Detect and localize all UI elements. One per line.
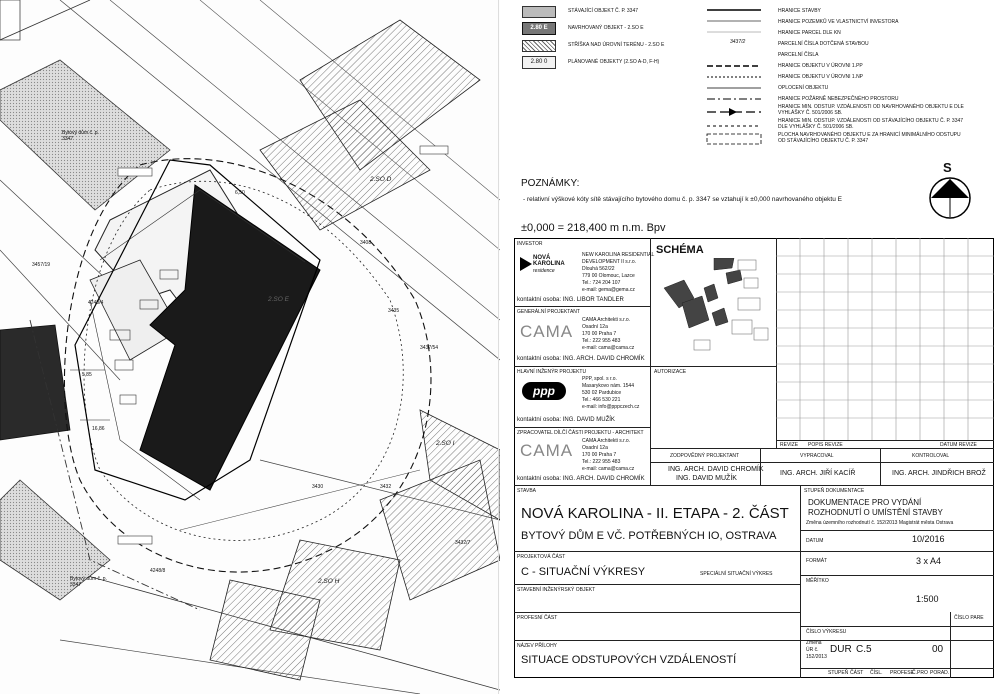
engineer-address: PPP, spol. s r.o. (582, 376, 617, 382)
role-heading: ZODPOVĚDNÝ PROJEKTANT (670, 453, 740, 459)
architect-address: Tel.: 222 955 483 (582, 459, 621, 465)
tb-divider (514, 306, 650, 307)
drawing-code-part: C.5 (856, 644, 872, 655)
revision-col: REVIZE (780, 442, 799, 448)
format-value: 3 x A4 (916, 556, 942, 566)
investor-contact: kontaktní osoba: ING. LIBOR TANDLER (517, 297, 624, 303)
legend-line-label: HRANICE STAVBY (778, 8, 821, 14)
drawing-col: STUPEŇ (828, 670, 849, 676)
drawing-col: PORAD. (930, 670, 950, 676)
architect-address: e-mail: cama@cama.cz (582, 466, 635, 472)
role-value: ING. ARCH. JINDŘICH BROŽ (892, 470, 986, 477)
revision-grid (776, 238, 994, 440)
logo-text-residence: residence (533, 268, 555, 274)
architect-contact: kontaktní osoba: ING. ARCH. DAVID CHROMÍK (517, 476, 645, 482)
cama-logo: CAMA (520, 322, 574, 341)
plan-label-2so-d: 2.SO D (370, 176, 392, 183)
dimension-label: 6,50 (235, 190, 245, 196)
schema-heading: SCHÉMA (656, 244, 704, 256)
engineer-address: Masarykovo nám. 1544 (582, 383, 634, 389)
attachment-title: SITUACE ODSTUPOVÝCH VZDÁLENOSTÍ (521, 654, 737, 666)
designer-address: e-mail: cama@cama.cz (582, 345, 635, 351)
attachment-label: NÁZEV PŘÍLOHY (517, 643, 558, 649)
legend-swatch-existing (522, 6, 556, 18)
parcel-number: 3430 (312, 484, 324, 490)
nova-karolina-logo (520, 255, 566, 275)
tb-divider (514, 640, 994, 641)
tb-divider (800, 668, 994, 669)
profession-label: PROFESNÍ ČÁST (517, 615, 558, 621)
legend-label: STŘÍŠKA NAD ÚROVNÍ TERÉNU - 2.SO E (568, 42, 665, 48)
legend-line-label: PARCELNÍ ČÍSLA DOTČENÁ STAVBOU (778, 41, 869, 47)
parcel-number: 4248/8 (150, 568, 166, 574)
north-letter: S (943, 160, 952, 175)
drawing-col: Č.PRO (912, 670, 928, 676)
investor-address: DEVELOPMENT II s.r.o. (582, 259, 637, 265)
project-subtitle: BYTOVÝ DŮM E VČ. POTŘEBNÝCH IO, OSTRAVA (521, 530, 777, 542)
north-arrow-icon (928, 176, 972, 220)
parcel-number: 3432/7 (455, 540, 471, 546)
stage-value: ROZHODNUTÍ O UMÍSTĚNÍ STAVBY (808, 508, 943, 517)
parcel-number: 3432 (380, 484, 392, 490)
logo-text-karolina: KAROLINA (533, 261, 565, 267)
tb-divider (800, 530, 994, 531)
ppp-logo: ppp (522, 382, 566, 400)
legend-line-label: PLOCHA NAVRHOVANÉHO OBJEKTU E ZA HRANICÍ MINIMÁLNÍHO ODSTUPU OD STÁVAJÍCÍHO OBJEKTU Č. P. 3347 (778, 132, 961, 144)
parcel-number: 3435 (388, 308, 400, 314)
architect-address: Osadní 12a (582, 445, 608, 451)
role-value: ING. ARCH. DAVID CHROMÍK (668, 466, 764, 473)
drawing-col: ČÍSL. (870, 670, 883, 676)
role-heading: KONTROLOVAL (912, 453, 950, 459)
role-value: ING. DAVID MUŽÍK (676, 475, 737, 482)
legend-line-label: HRANICE PARCEL DLE KN (778, 30, 841, 36)
sheet-fold-line (498, 0, 499, 694)
legend-parcel-code: 3437/2 (730, 39, 746, 45)
sheet-no-pare-label: ČÍSLO PARE (954, 615, 984, 621)
plan-label-2so-e: 2.SO E (268, 296, 289, 303)
drawing-col: ČÁST (850, 670, 864, 676)
legend-line-label: HRANICE MIN. ODSTUP. VZDÁLENOSTI OD STÁVAJÍCÍHO OBJEKTU Č. P. 3347 DLE VYHLÁŠKY Č. 501/2006 SB. (778, 118, 964, 130)
engineer-address: 530 02 Pardubice (582, 390, 622, 396)
legend-swatch-proposed: 2.80 E (522, 22, 556, 35)
revision-col: POPIS REVIZE (808, 442, 843, 448)
drawing-code-order: 00 (932, 644, 944, 655)
legend-line-label: HRANICE OBJEKTU V ÚROVNI 1.PP (778, 63, 863, 69)
parcel-number: 3457/19 (32, 262, 51, 268)
stavba-label: STAVBA (517, 488, 536, 494)
dimension-label: 16,86 (92, 426, 105, 432)
architect-address: CAMA Architekti s.r.o. (582, 438, 631, 444)
legend-line-label: HRANICE POŽÁRNĚ NEBEZPEČNÉHO PROSTORU (778, 96, 899, 102)
legend-label: STÁVAJÍCÍ OBJEKT Č. P. 3347 (568, 8, 639, 14)
architect-label: ZPRACOVATEL DÍLČÍ ČÁSTI PROJEKTU - ARCHITEKT (517, 430, 644, 436)
engineer-label: HLAVNÍ INŽENÝR PROJEKTU (517, 369, 587, 375)
authorization-label: AUTORIZACE (654, 369, 687, 375)
tb-divider (800, 485, 801, 678)
tb-divider (514, 551, 800, 552)
tb-divider (800, 575, 994, 576)
engineer-address: e-mail: info@pppczech.cz (582, 404, 640, 410)
legend-line-label: HRANICE POZEMKŮ VE VLASTNICTVÍ INVESTORA (778, 19, 899, 25)
date-value: 10/2016 (912, 534, 945, 544)
elevation-reference: ±0,000 = 218,400 m n.m. Bpv (521, 222, 666, 234)
revision-col: DATUM REVIZE (940, 442, 977, 448)
tb-divider (650, 448, 994, 449)
logo-text-nova: NOVÁ (533, 255, 551, 261)
investor-address: NEW KAROLINA RESIDENTIAL (582, 252, 655, 258)
plan-label-building-3347: Bytový dům č. p. 3347 (62, 130, 99, 142)
parcel-number: 3437/54 (420, 345, 439, 351)
tb-divider (514, 584, 800, 585)
designer-address: Osadní 12a (582, 324, 608, 330)
plan-label-2so-h: 2.SO H (318, 578, 340, 585)
investor-address: 779 00 Olomouc, Lazce (582, 273, 635, 279)
schema-thumbnail (654, 258, 772, 358)
role-value: ING. ARCH. JIŘÍ KACÍŘ (780, 470, 856, 477)
designer-address: CAMA Architekti s.r.o. (582, 317, 631, 323)
role-heading: VYPRACOVAL (800, 453, 834, 459)
drawing-code-stage: DUR (830, 644, 852, 655)
plan-label-2so-i: 2.SO I (436, 440, 455, 447)
engineer-address: Tel.: 466 530 221 (582, 397, 621, 403)
legend-label: NAVRHOVANÝ OBJEKT - 2.SO E (568, 25, 644, 31)
legend-line-label: HRANICE MIN. ODSTUP. VZDÁLENOSTI OD NAVRHOVANÉHO OBJEKTU E DLE VYHLÁŠKY Č. 501/2006 SB. (778, 104, 964, 116)
tb-divider (880, 448, 881, 485)
investor-address: Dlouhá 562/22 (582, 266, 615, 272)
legend-line-samples (705, 4, 765, 146)
designer-address: 170 00 Praha 7 (582, 331, 617, 337)
designer-label: GENERÁLNÍ PROJEKTANT (517, 309, 580, 315)
tb-divider (514, 366, 650, 367)
designer-address: Tel.: 222 955 483 (582, 338, 621, 344)
project-title: NOVÁ KAROLINA - II. ETAPA - 2. ČÁST (521, 505, 789, 522)
legend-line-label: HRANICE OBJEKTU V ÚROVNI 1.NP (778, 74, 864, 80)
legend-line-label: OPLOCENÍ OBJEKTU (778, 85, 829, 91)
tb-divider (800, 626, 994, 627)
stage-note: Změna územního rozhodnutí č. 152/2013 Magistrát města Ostrava (806, 520, 954, 526)
legend-line-label: PARCELNÍ ČÍSLA (778, 52, 819, 58)
tb-divider (514, 485, 994, 486)
engineer-contact: kontaktní osoba: ING. DAVID MUŽÍK (517, 417, 615, 423)
drawing-change: Změna (806, 640, 822, 646)
legend-swatch-canopy (522, 40, 556, 52)
part-label: PROJEKTOVÁ ČÁST (517, 554, 566, 560)
stage-label: STUPEŇ DOKUMENTACE (804, 488, 865, 494)
scale-label: MĚŘÍTKO (806, 578, 829, 584)
investor-label: INVESTOR (517, 241, 543, 247)
legend-label: PLÁNOVANÉ OBJEKTY (2.SO A-D, F-H) (568, 59, 660, 65)
tb-divider (800, 551, 994, 552)
drawing-ur-no: 152/2013 (806, 654, 827, 660)
nova-karolina-logo-icon (520, 257, 532, 271)
tb-divider (650, 366, 776, 367)
tb-divider (514, 427, 650, 428)
object-label: STAVEBNÍ INŽENÝRSKÝ OBJEKT (517, 587, 596, 593)
parcel-number: 3408 (360, 240, 372, 246)
format-label: FORMÁT (806, 558, 828, 564)
legend-swatch-planned: 2.80 0 (522, 56, 556, 69)
tb-divider (650, 462, 994, 463)
tb-divider (776, 440, 994, 441)
notes-heading: POZNÁMKY: (521, 178, 580, 189)
stage-value: DOKUMENTACE PRO VYDÁNÍ (808, 498, 922, 507)
cama-logo-2: CAMA (520, 441, 574, 460)
dimension-label: 5,85 (82, 372, 92, 378)
designer-contact: kontaktní osoba: ING. ARCH. DAVID CHROMÍK (517, 356, 645, 362)
parcel-number: 4248/4 (88, 300, 104, 306)
drawing-number-label: ČÍSLO VÝKRESU (806, 629, 847, 635)
investor-address: Tel.: 724 204 107 (582, 280, 621, 286)
notes-text: - relativní výškové kóty sítě stávajícího bytového domu č. p. 3347 se vztahují k ±0,000 navrhovaného objektu E (523, 196, 842, 203)
tb-divider (514, 612, 800, 613)
architect-address: 170 00 Praha 7 (582, 452, 617, 458)
part-value: C - SITUAČNÍ VÝKRESY (521, 566, 646, 578)
date-label: DATUM (806, 538, 824, 544)
plan-label-building-3347-b: Bytový dům č. p. 3347 (70, 576, 107, 588)
scale-value: 1:500 (916, 594, 939, 604)
part-sub: SPECIÁLNÍ SITUAČNÍ VÝKRES (700, 571, 773, 577)
drawing-col: PROFESE (890, 670, 914, 676)
investor-address: e-mail: gema@gema.cz (582, 287, 635, 293)
drawing-ur: ÚR č. (806, 647, 819, 653)
